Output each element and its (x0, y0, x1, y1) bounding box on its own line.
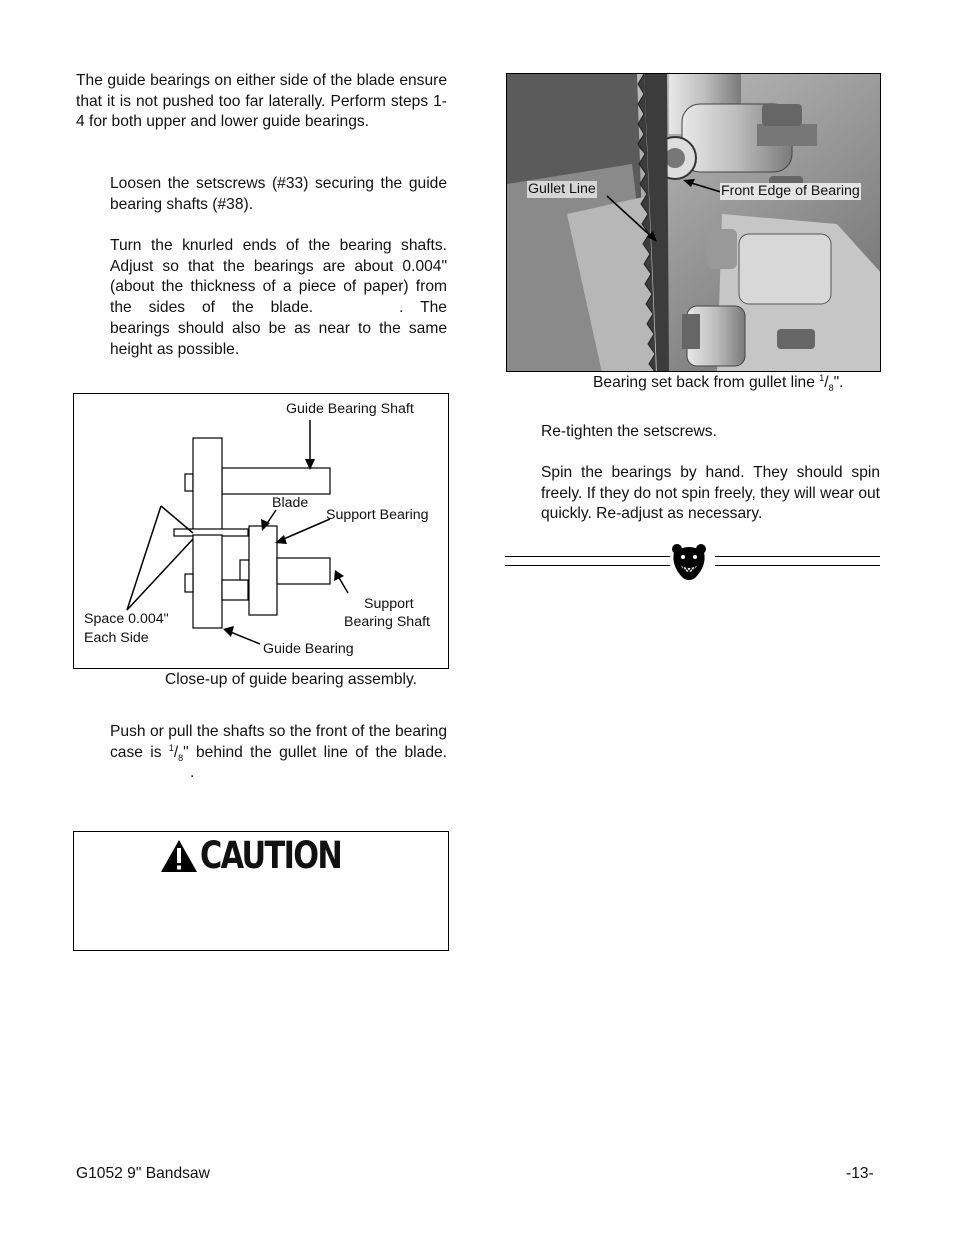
step-3-text-a: Push or pull the shafts so the front of the bearing case is (110, 723, 447, 761)
bearing-photo (506, 73, 881, 372)
diagram-caption: Close-up of guide bearing assembly. (165, 671, 417, 688)
warning-triangle-icon (160, 839, 198, 873)
photo-caption-b: ". (833, 374, 844, 391)
fraction-numerator: 1 (168, 742, 174, 753)
caution-box (73, 831, 449, 951)
step-2-text-b: . The bearings should also be as near to the same height as possible. (110, 299, 447, 358)
intro-paragraph: The guide bearings on either side of the blade ensure that it is not pushed too far laterally. Perform steps 1-4 for both upper and lower guide bearings. (76, 72, 447, 131)
caution-header (160, 834, 372, 878)
step-1-text: Loosen the setscrews (#33) securing the guide bearing shafts (#38). (110, 175, 447, 213)
photo-fraction-numerator: 1 (819, 372, 825, 383)
step-4-text: Re-tighten the setscrews. (541, 423, 717, 440)
fraction-denominator: 8 (178, 752, 184, 763)
step-3-text: Push or pull the shafts so the front of the bearing case is $^1/_8$" behind the gullet line of the blade.. (110, 723, 447, 782)
label-space-1: Space 0.004" (84, 611, 169, 627)
step-3-text-c: . (190, 764, 195, 782)
label-front-edge-of-bearing: Front Edge of Bearing (721, 183, 860, 199)
guide-bearing-diagram (73, 393, 449, 669)
label-support-bearing-shaft-2: Bearing Shaft (344, 614, 430, 630)
footer-page-number: -13- (846, 1165, 874, 1182)
caution-title: CAUTION (200, 833, 342, 877)
bear-logo-icon (671, 542, 707, 582)
label-gullet-line: Gullet Line (528, 181, 596, 197)
bandsaw-guide-photo-illustration (507, 74, 881, 372)
step-2-text-a: Turn the knurled ends of the bearing shafts. Adjust so that the bearings are about 0.004" (about the thickness of a piece of paper) from the sides of the blade. (110, 237, 447, 317)
label-guide-bearing-shaft: Guide Bearing Shaft (286, 401, 414, 417)
label-support-bearing: Support Bearing (326, 507, 429, 523)
step-5-text: Spin the bearings by hand. They should spin freely. If they do not spin freely, they will wear out quickly. Re-adjust as necessary. (541, 464, 880, 523)
label-blade: Blade (272, 495, 309, 511)
step-2-text (110, 236, 447, 360)
label-support-bearing-shaft-1: Support (364, 596, 414, 612)
label-space-2: Each Side (84, 630, 149, 646)
label-guide-bearing: Guide Bearing (263, 641, 354, 657)
photo-fraction-denominator: 8 (828, 383, 834, 394)
photo-caption-a: Bearing set back from gullet line (593, 374, 820, 391)
footer-model: G1052 9" Bandsaw (76, 1165, 210, 1182)
step-3-text-b: " behind the gullet line of the blade. (183, 743, 447, 761)
photo-caption: Bearing set back from gullet line $^1/_8$". (593, 372, 844, 394)
